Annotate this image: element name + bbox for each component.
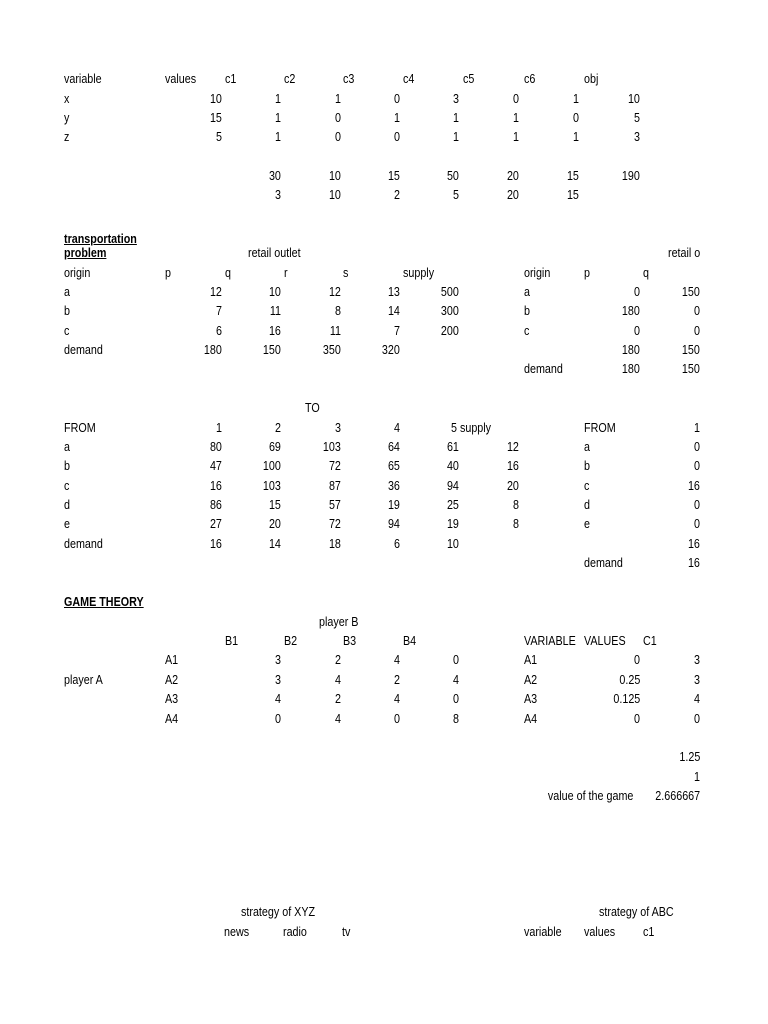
game-payoff: 0 <box>275 712 281 726</box>
game-right-c1: 4 <box>694 692 700 706</box>
assign-cell: 61 <box>447 440 459 454</box>
assign-right-header-from: FROM <box>584 421 616 435</box>
assign-supply: 8 <box>513 517 519 531</box>
transport-supply: 200 <box>441 324 459 338</box>
assign-cell: 64 <box>388 440 400 454</box>
lp-cell: 5 <box>634 111 640 125</box>
assign-right-demand-label: demand <box>584 556 623 570</box>
lp-header-c2: c2 <box>284 72 296 86</box>
transport-demand-label: demand <box>64 343 103 357</box>
lp-header-c1: c1 <box>225 72 237 86</box>
assign-right-sum: 16 <box>688 537 700 551</box>
assign-cell: 86 <box>210 498 222 512</box>
lp-cell: 1 <box>275 92 281 106</box>
assign-cell: 57 <box>329 498 341 512</box>
lp-cell: 1 <box>513 111 519 125</box>
lp-header-c4: c4 <box>403 72 415 86</box>
assign-right-cell: 16 <box>688 479 700 493</box>
assign-cell: 25 <box>447 498 459 512</box>
assign-header-2: 2 <box>275 421 281 435</box>
strategy-xyz-header: news <box>224 925 250 939</box>
transport-header-p: p <box>165 266 171 280</box>
assign-right-cell: 0 <box>694 459 700 473</box>
game-header-b1: B1 <box>225 634 239 648</box>
game-payoff: 4 <box>335 673 341 687</box>
transport-right-alloc: 150 <box>682 285 700 299</box>
game-right-c1: 0 <box>694 712 700 726</box>
lp-header-c3: c3 <box>343 72 355 86</box>
assign-cell: 94 <box>447 479 459 493</box>
game-payoff: 4 <box>453 673 459 687</box>
assign-cell: 65 <box>388 459 400 473</box>
game-payoff: 0 <box>453 692 459 706</box>
transport-cost: 7 <box>394 324 400 338</box>
transport-right-demand-label: demand <box>524 362 563 376</box>
lp-cell: 15 <box>210 111 222 125</box>
transport-right-alloc: 0 <box>634 324 640 338</box>
lp-cell: 10 <box>210 92 222 106</box>
assign-header-from: FROM <box>64 421 96 435</box>
transport-right-sum: 180 <box>622 343 640 357</box>
transport-cost: 12 <box>210 285 222 299</box>
game-payoff: 2 <box>335 653 341 667</box>
assign-cell: 40 <box>447 459 459 473</box>
assign-demand: 14 <box>269 537 281 551</box>
assign-cell: 72 <box>329 459 341 473</box>
lp-total: 15 <box>567 169 579 183</box>
lp-total: 10 <box>329 169 341 183</box>
assign-header-3: 3 <box>335 421 341 435</box>
game-payoff: 2 <box>394 673 400 687</box>
game-right-value: 0.125 <box>613 692 640 706</box>
strategy-abc-header: variable <box>524 925 562 939</box>
lp-var-label: x <box>64 92 70 106</box>
transport-right-origin-label: c <box>524 324 530 338</box>
game-right-sum1: 1.25 <box>679 750 700 764</box>
assign-right-from-label: d <box>584 498 590 512</box>
assign-cell: 15 <box>269 498 281 512</box>
assign-cell: 72 <box>329 517 341 531</box>
assign-cell: 100 <box>263 459 281 473</box>
assign-supply: 16 <box>507 459 519 473</box>
game-right-var: A2 <box>524 673 538 687</box>
game-player-a: player A <box>64 673 103 687</box>
lp-cell: 0 <box>335 130 341 144</box>
game-header-b2: B2 <box>284 634 298 648</box>
lp-cell: 1 <box>275 130 281 144</box>
transport-header-q: q <box>225 266 231 280</box>
strategy-xyz-header: tv <box>342 925 351 939</box>
transport-cost: 8 <box>335 304 341 318</box>
assign-header-4: 4 <box>394 421 400 435</box>
transport-origin-label: b <box>64 304 70 318</box>
lp-cell: 1 <box>275 111 281 125</box>
assign-from-label: e <box>64 517 70 531</box>
assign-cell: 19 <box>447 517 459 531</box>
game-right-header-variable: VARIABLE <box>524 634 576 648</box>
strategy-xyz-title: strategy of XYZ <box>241 905 316 919</box>
game-header-b3: B3 <box>343 634 357 648</box>
lp-cell: 0 <box>573 111 579 125</box>
lp-cell: 10 <box>628 92 640 106</box>
transport-right-alloc: 0 <box>694 324 700 338</box>
assign-supply: 12 <box>507 440 519 454</box>
transport-cost: 10 <box>269 285 281 299</box>
transport-header-supply: supply <box>403 266 435 280</box>
assign-cell: 36 <box>388 479 400 493</box>
assign-supply: 20 <box>507 479 519 493</box>
assign-from-label: a <box>64 440 70 454</box>
lp-header-c5: c5 <box>463 72 475 86</box>
game-value-label: value of the game <box>547 789 633 803</box>
transport-right-alloc: 0 <box>694 304 700 318</box>
lp-cell: 5 <box>216 130 222 144</box>
game-right-header-c1: C1 <box>643 634 657 648</box>
lp-rhs: 15 <box>567 188 579 202</box>
strategy-abc-header: c1 <box>643 925 655 939</box>
lp-var-label: z <box>64 130 70 144</box>
game-payoff: 2 <box>335 692 341 706</box>
lp-header-variable: variable <box>64 72 102 86</box>
game-payoff: 4 <box>335 712 341 726</box>
assign-cell: 69 <box>269 440 281 454</box>
game-row-label: A1 <box>165 653 179 667</box>
lp-cell: 0 <box>394 92 400 106</box>
transport-right-header-p: p <box>584 266 590 280</box>
lp-rhs: 5 <box>453 188 459 202</box>
assign-cell: 94 <box>388 517 400 531</box>
lp-total: 30 <box>269 169 281 183</box>
transport-demand: 150 <box>263 343 281 357</box>
game-right-var: A4 <box>524 712 538 726</box>
transport-right-demand: 150 <box>682 362 700 376</box>
transport-cost: 16 <box>269 324 281 338</box>
assign-cell: 103 <box>323 440 341 454</box>
game-payoff: 4 <box>275 692 281 706</box>
transport-cost: 13 <box>388 285 400 299</box>
lp-total: 20 <box>507 169 519 183</box>
transport-right-origin-label: b <box>524 304 530 318</box>
game-right-sum2: 1 <box>694 770 700 784</box>
assign-cell: 87 <box>329 479 341 493</box>
transport-cost: 7 <box>216 304 222 318</box>
assign-from-label: c <box>64 479 70 493</box>
assign-right-cell: 0 <box>694 517 700 531</box>
assign-cell: 20 <box>269 517 281 531</box>
transport-right-demand: 180 <box>622 362 640 376</box>
assign-to-label: TO <box>305 401 320 415</box>
lp-cell: 1 <box>394 111 400 125</box>
lp-cell: 3 <box>453 92 459 106</box>
assign-cell: 16 <box>210 479 222 493</box>
transport-header-r: r <box>284 266 288 280</box>
assign-demand-label: demand <box>64 537 103 551</box>
lp-rhs: 20 <box>507 188 519 202</box>
assign-demand: 10 <box>447 537 459 551</box>
lp-total: 50 <box>447 169 459 183</box>
game-title: GAME THEORY <box>64 595 144 609</box>
transport-right-sum: 150 <box>682 343 700 357</box>
game-right-c1: 3 <box>694 673 700 687</box>
game-right-value: 0 <box>634 712 640 726</box>
lp-cell: 0 <box>513 92 519 106</box>
transport-origin-label: c <box>64 324 70 338</box>
lp-cell: 1 <box>453 111 459 125</box>
assign-right-header-1: 1 <box>694 421 700 435</box>
transport-right-origin-label: a <box>524 285 530 299</box>
lp-cell: 1 <box>453 130 459 144</box>
game-payoff: 3 <box>275 673 281 687</box>
assign-cell: 80 <box>210 440 222 454</box>
transport-supply: 500 <box>441 285 459 299</box>
lp-header-c6: c6 <box>524 72 536 86</box>
game-right-var: A3 <box>524 692 538 706</box>
transport-cost: 6 <box>216 324 222 338</box>
transport-retail-outlet: retail outlet <box>248 246 301 260</box>
strategy-xyz-header: radio <box>283 925 307 939</box>
game-right-c1: 3 <box>694 653 700 667</box>
assign-right-demand: 16 <box>688 556 700 570</box>
lp-cell: 1 <box>335 92 341 106</box>
lp-cell: 3 <box>634 130 640 144</box>
assign-right-cell: 0 <box>694 498 700 512</box>
game-payoff: 4 <box>394 692 400 706</box>
assign-cell: 103 <box>263 479 281 493</box>
transport-demand: 180 <box>204 343 222 357</box>
lp-total: 15 <box>388 169 400 183</box>
assign-right-cell: 0 <box>694 440 700 454</box>
assign-right-from-label: b <box>584 459 590 473</box>
transport-header-s: s <box>343 266 349 280</box>
assign-cell: 19 <box>388 498 400 512</box>
transport-right-header-q: q <box>643 266 649 280</box>
assign-header-5-supply: 5 supply <box>451 421 492 435</box>
assign-right-from-label: e <box>584 517 590 531</box>
lp-cell: 1 <box>513 130 519 144</box>
assign-from-label: d <box>64 498 70 512</box>
transport-supply: 300 <box>441 304 459 318</box>
transport-origin-label: a <box>64 285 70 299</box>
assign-cell: 47 <box>210 459 222 473</box>
assign-cell: 27 <box>210 517 222 531</box>
game-value: 2.666667 <box>655 789 700 803</box>
strategy-abc-title: strategy of ABC <box>599 905 674 919</box>
strategy-abc-header: values <box>584 925 616 939</box>
transport-demand: 350 <box>323 343 341 357</box>
lp-cell: 0 <box>335 111 341 125</box>
transport-cost: 14 <box>388 304 400 318</box>
transport-title-line1: transportation <box>64 232 137 246</box>
game-right-var: A1 <box>524 653 538 667</box>
game-payoff: 0 <box>394 712 400 726</box>
lp-header-values: values <box>165 72 197 86</box>
transport-right-retail-outlet: retail o <box>668 246 701 260</box>
transport-right-alloc: 0 <box>634 285 640 299</box>
transport-right-alloc: 180 <box>622 304 640 318</box>
game-payoff: 3 <box>275 653 281 667</box>
transport-title-line2: problem <box>64 246 107 260</box>
transport-cost: 12 <box>329 285 341 299</box>
game-row-label: A2 <box>165 673 179 687</box>
lp-rhs: 10 <box>329 188 341 202</box>
game-row-label: A4 <box>165 712 179 726</box>
lp-objective-total: 190 <box>622 169 640 183</box>
transport-header-origin: origin <box>64 266 91 280</box>
lp-rhs: 3 <box>275 188 281 202</box>
game-header-b4: B4 <box>403 634 417 648</box>
assign-demand: 16 <box>210 537 222 551</box>
assign-header-1: 1 <box>216 421 222 435</box>
game-payoff: 0 <box>453 653 459 667</box>
transport-demand: 320 <box>382 343 400 357</box>
game-row-label: A3 <box>165 692 179 706</box>
transport-cost: 11 <box>269 304 281 318</box>
lp-header-obj: obj <box>584 72 599 86</box>
assign-right-from-label: c <box>584 479 590 493</box>
assign-right-from-label: a <box>584 440 590 454</box>
game-right-header-values: VALUES <box>584 634 626 648</box>
lp-cell: 1 <box>573 92 579 106</box>
lp-rhs: 2 <box>394 188 400 202</box>
lp-var-label: y <box>64 111 70 125</box>
game-payoff: 8 <box>453 712 459 726</box>
game-payoff: 4 <box>394 653 400 667</box>
assign-demand: 18 <box>329 537 341 551</box>
transport-right-header-origin: origin <box>524 266 551 280</box>
game-player-b: player B <box>319 615 359 629</box>
assign-from-label: b <box>64 459 70 473</box>
transport-cost: 11 <box>329 324 341 338</box>
assign-demand: 6 <box>394 537 400 551</box>
game-right-value: 0.25 <box>619 673 640 687</box>
game-right-value: 0 <box>634 653 640 667</box>
lp-cell: 0 <box>394 130 400 144</box>
assign-supply: 8 <box>513 498 519 512</box>
lp-cell: 1 <box>573 130 579 144</box>
